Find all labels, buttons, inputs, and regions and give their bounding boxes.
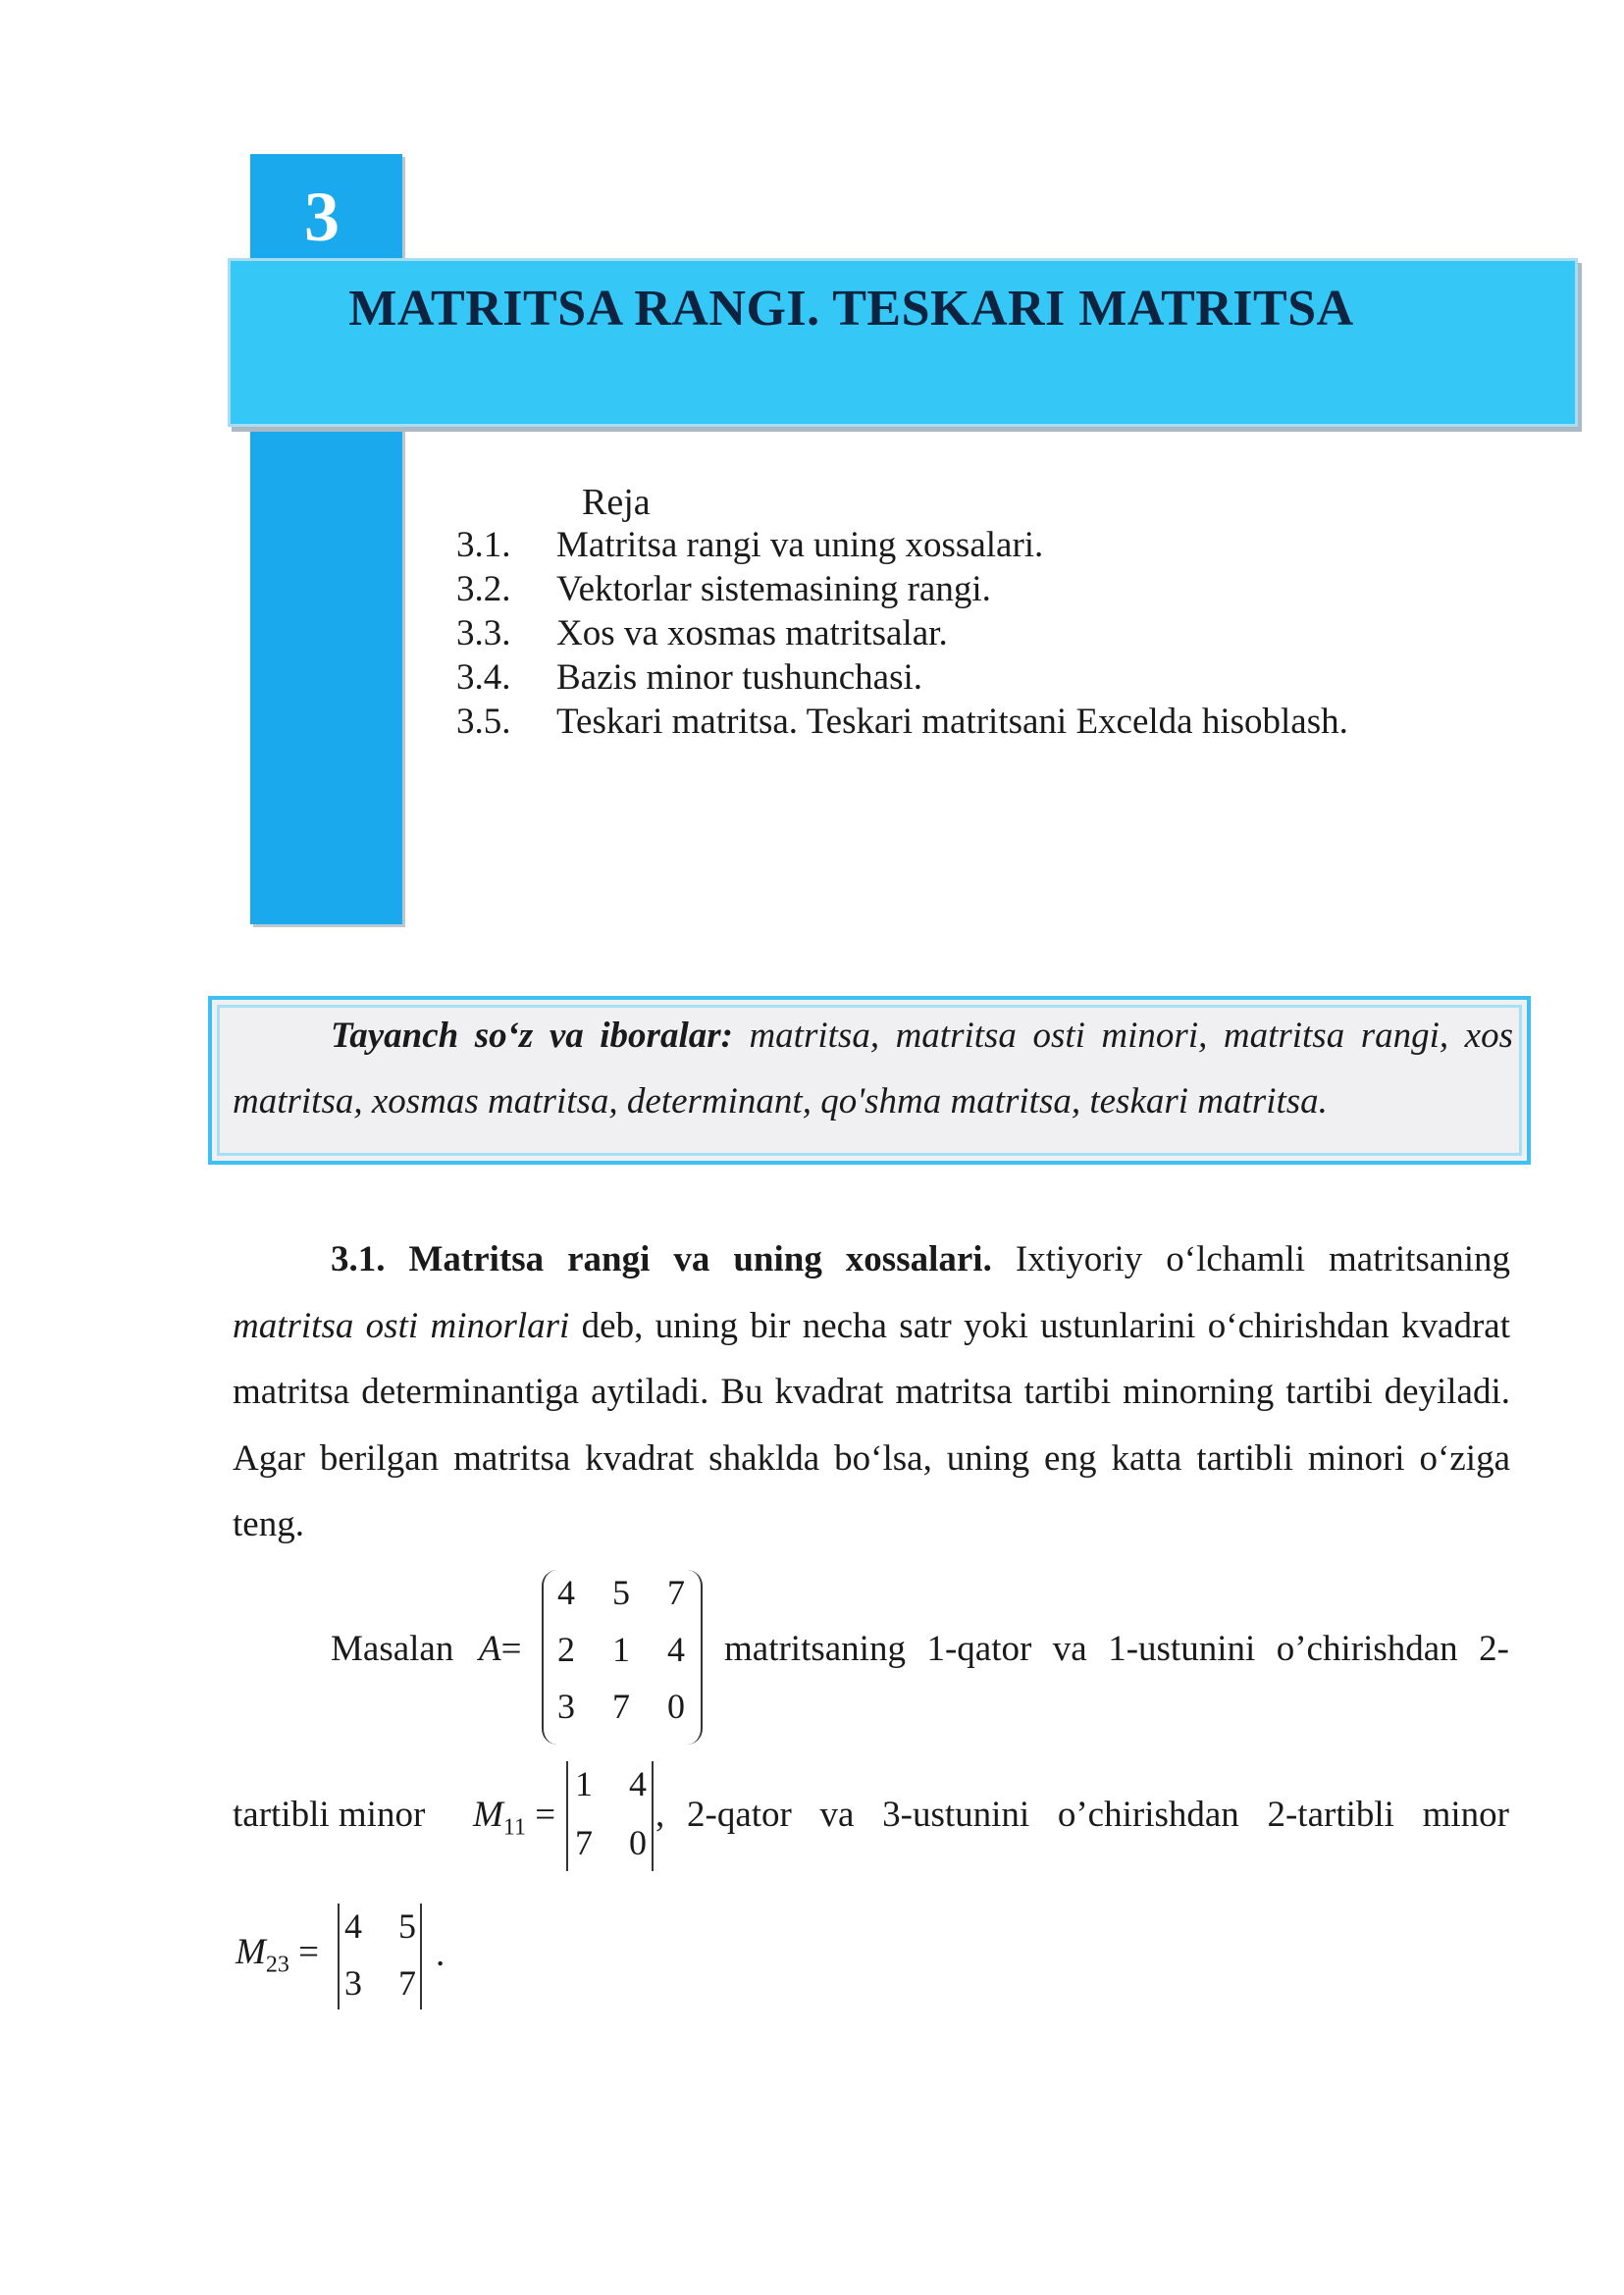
m11-name: M: [473, 1795, 503, 1835]
matrix-a-name: A: [479, 1629, 501, 1669]
plan-item: [456, 655, 1348, 700]
example-line2-start: tartibli minor: [233, 1795, 426, 1835]
equals-sign: =: [535, 1795, 556, 1835]
plan-item-number: 3.5.: [456, 702, 511, 742]
plan-item-text: Teskari matritsa. Teskari matritsani Excelda hisoblash.: [556, 702, 1348, 742]
matrix-a-cell: 1: [612, 1630, 630, 1669]
m11-subscript: 11: [502, 1814, 526, 1841]
example-line2-end: 2-qator va 3-ustunini o’chirishdan 2-tartibli minor: [687, 1795, 1509, 1835]
matrix-a-cell: 4: [557, 1573, 575, 1612]
section-paragraph: [233, 1226, 1510, 1558]
equals-sign: =: [298, 1932, 319, 1972]
chapter-number: 3: [304, 178, 340, 256]
matrix-a-cell: 3: [557, 1687, 575, 1726]
matrix-a-cell: 7: [612, 1687, 630, 1726]
m23-cell: 3: [344, 1963, 362, 2003]
plan-item-number: 3.2.: [456, 569, 511, 609]
matrix-a-cell: 5: [612, 1573, 630, 1612]
keywords-text: [233, 1003, 1513, 1134]
matrix-a-cell: 2: [557, 1630, 575, 1669]
matrix-a-cell: 4: [667, 1630, 685, 1669]
plan-item-number: 3.3.: [456, 613, 511, 653]
example-after-text: matritsaning 1-qator va 1-ustunini o’chirishdan 2-: [724, 1629, 1509, 1669]
m23-subscript: 23: [265, 1952, 289, 1978]
plan-item-number: 3.4.: [456, 657, 511, 698]
plan-heading: Reja: [582, 482, 651, 523]
m11-cell: 7: [575, 1823, 593, 1862]
equals-sign: =: [500, 1629, 522, 1669]
section-heading: 3.1. Matritsa rangi va uning xossalari.: [331, 1239, 992, 1279]
plan-item: [456, 567, 1348, 611]
section-term: matritsa osti minorlari: [233, 1305, 570, 1346]
plan-item: [456, 700, 1348, 744]
matrix-a-cell: 7: [667, 1573, 685, 1612]
m23-cell: 4: [344, 1906, 362, 1946]
plan-item-number: 3.1.: [456, 525, 511, 565]
plan-item-text: Vektorlar sistemasining rangi.: [556, 569, 991, 609]
plan-item-text: Bazis minor tushunchasi.: [556, 657, 923, 698]
m11-comma: ,: [655, 1795, 665, 1835]
keywords-list: matritsa, matritsa osti minori, matritsa rangi, xos matritsa, xosmas matritsa, determinant, qo'shma matritsa, teskari matritsa.: [233, 1016, 1513, 1121]
m11-cell: 1: [575, 1764, 593, 1803]
m11-label: [473, 1794, 555, 1841]
plan-item-text: Matritsa rangi va uning xossalari.: [556, 525, 1044, 565]
m23-name: M: [236, 1932, 266, 1972]
m23-label: [236, 1931, 319, 1978]
section-text-1: Ixtiyoriy o‘lchamli matritsaning: [991, 1239, 1510, 1279]
m11-cell: 0: [629, 1823, 647, 1862]
plan-item: [456, 523, 1348, 567]
m23-cell: 5: [398, 1906, 416, 1946]
plan-item: [456, 611, 1348, 655]
chapter-title: MATRITSA RANGI. TESKARI MATRITSA: [348, 281, 1354, 337]
example-lead: Masalan: [331, 1629, 454, 1669]
section-text-2: deb, uning bir necha satr yoki ustunlarini o‘chirishdan kvadrat matritsa determinantiga aytiladi. Bu kvadrat matritsa tartibi minorning tartibi deyiladi. Agar berilgan matritsa kvadrat shaklda bo‘lsa, uning eng katta tartibli minori o‘ziga teng.: [233, 1305, 1510, 1544]
plan-item-text: Xos va xosmas matritsalar.: [556, 613, 948, 653]
m11-cell: 4: [629, 1764, 647, 1803]
keywords-lead: Tayanch so‘z va iboralar:: [331, 1016, 733, 1056]
matrix-a-label: [479, 1628, 521, 1670]
matrix-a-cell: 0: [667, 1687, 685, 1726]
m23-period: .: [436, 1934, 445, 1974]
m23-cell: 7: [398, 1963, 416, 2003]
plan-list: [456, 523, 1348, 744]
